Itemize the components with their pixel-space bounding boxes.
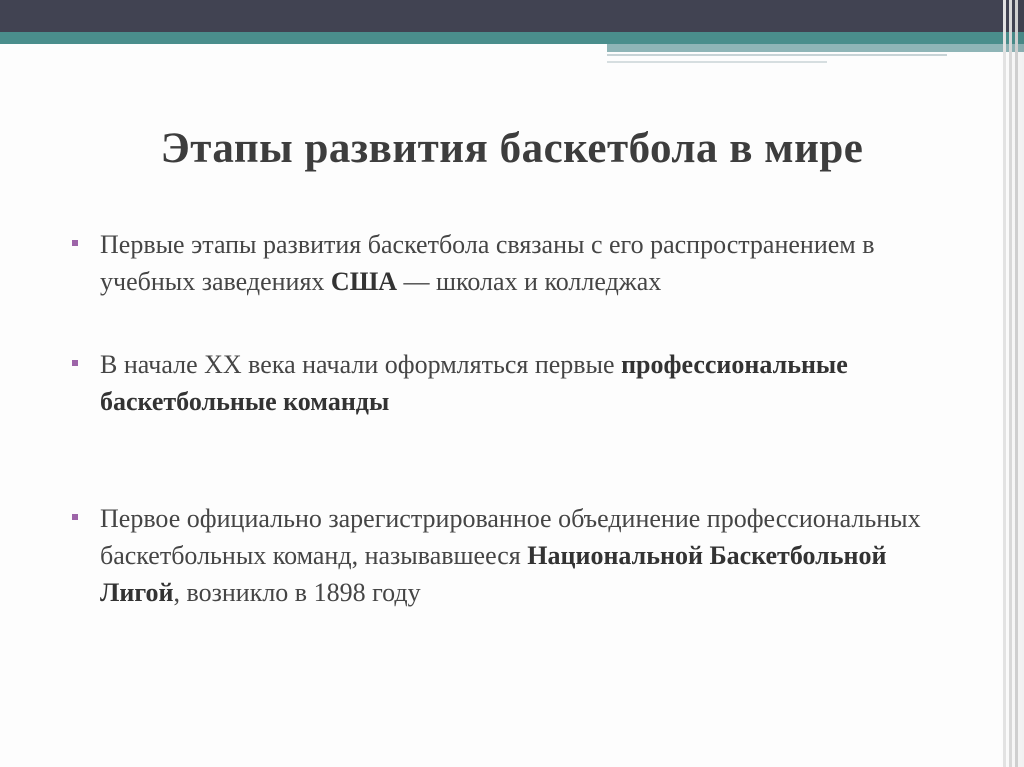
page-edge [1015,0,1018,767]
page-edge [1009,0,1012,767]
page-edge [1003,0,1006,767]
bullet-marker-icon [72,514,78,520]
bullet-item [72,226,952,300]
bullet-text: — школах и колледжах [397,267,662,296]
header-band-teal [0,32,1024,44]
bullet-text: Первые этапы развития баскетбола связаны с его распространением в учебных заведениях [100,230,875,296]
bullet-bold-text: США [330,267,398,296]
bullet-text: Первое официально зарегистрированное объединение профессиональных баскетбольных команд, называвшееся [100,504,921,570]
bullet-text: В начале XX века начали оформляться первые [100,350,622,379]
bullet-bold-text: профессиональные баскетбольные команды [100,350,848,416]
header-band-dark [0,0,1024,32]
header-accent-line [607,61,827,63]
slide-title: Этапы развития баскетбола в мире [160,125,864,172]
bullet-bold-text: Национальной Баскетбольной Лигой [100,541,887,607]
bullet-marker-icon [72,240,78,246]
header-band-accent [607,44,1024,52]
bullet-marker-icon [72,360,78,366]
bullet-list [72,226,952,611]
header-accent-line [607,54,947,56]
bullet-item [72,346,952,420]
bullet-item [72,500,952,611]
bullet-text: , возникло в 1898 году [173,578,421,607]
